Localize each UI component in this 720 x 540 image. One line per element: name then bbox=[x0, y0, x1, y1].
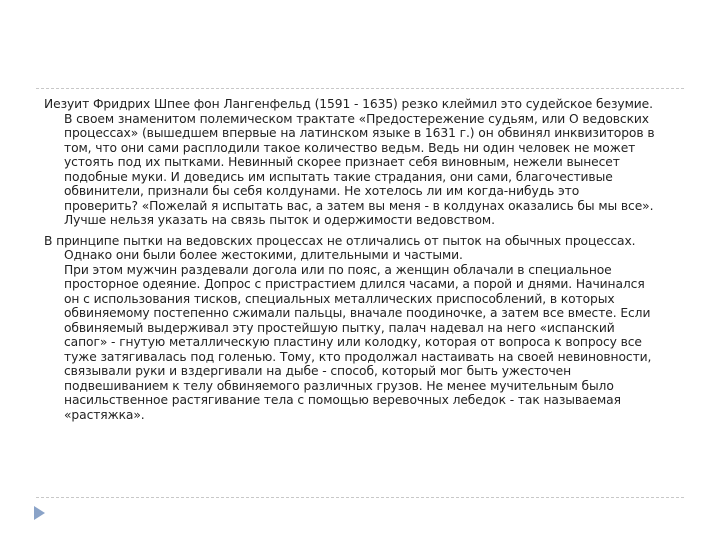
text-line: подвешиванием к телу обвиняемого различных грузов. Не менее мучительным было bbox=[64, 378, 614, 393]
text-line: обвиняемый выдерживал эту простейшую пытку, палач надевал на него «испанский bbox=[64, 320, 615, 335]
paragraph-first-line: В принципе пытки на ведовских процессах не отличались от пыток на обычных процессах. bbox=[44, 233, 636, 248]
slide-text bbox=[44, 97, 692, 428]
paragraph-spee bbox=[44, 97, 692, 228]
text-line: том, что они сами расплодили такое количество ведьм. Ведь ни один человек не может bbox=[64, 140, 636, 155]
triangle-bullet-icon bbox=[34, 506, 45, 520]
text-line: насильственное растягивание тела с помощью веревочных лебедок - так называемая bbox=[64, 393, 621, 407]
text-line: связывали руки и вздергивали на дыбе - способ, который мог быть ужесточен bbox=[64, 364, 572, 378]
paragraph-torture-methods bbox=[44, 234, 692, 423]
text-line: обвиняемому постепенно сжимали пальцы, вначале поодиночке, а затем все вместе. Если bbox=[64, 306, 651, 320]
bottom-divider bbox=[36, 497, 684, 498]
text-line: При этом мужчин раздевали догола или по пояс, а женщин облачали в специальное bbox=[64, 262, 612, 277]
paragraph-body bbox=[44, 248, 692, 422]
paragraph-first-line: Иезуит Фридрих Шпее фон Лангенфельд (1591 - 1635) резко клеймил это судейское безумие. bbox=[44, 97, 653, 111]
text-line: устоять под их пытками. Невинный скорее признает себя виновным, нежели вынесет bbox=[64, 155, 620, 169]
text-line: процессах» (вышедшем впервые на латинском языке в 1631 г.) он обвинял инквизиторов в bbox=[64, 126, 655, 140]
text-line: «растяжка». bbox=[64, 407, 145, 422]
text-line: сапог» - гнутую металлическую пластину или колодку, которая от вопроса к вопросу все bbox=[64, 335, 642, 349]
text-line: проверить? «Пожелай я испытать вас, а затем вы меня - в колдунах оказались бы мы все». bbox=[64, 198, 654, 213]
paragraph-body bbox=[44, 112, 692, 228]
text-line: В своем знаменитом полемическом трактате «Предостережение судьям, или О ведовских bbox=[64, 111, 649, 126]
text-line: Лучше нельзя указать на связь пыток и одержимости ведовством. bbox=[64, 213, 495, 227]
text-line: подобные муки. И доведись им испытать такие страдания, они сами, благочестивые bbox=[64, 169, 613, 184]
top-divider bbox=[36, 88, 684, 89]
text-line: туже затягивалась под голенью. Тому, кто продолжал настаивать на своей невиновности, bbox=[64, 349, 652, 364]
text-line: Однако они были более жестокими, длительными и частыми. bbox=[64, 248, 463, 262]
text-line: он с использования тисков, специальных металлических приспособлений, в которых bbox=[64, 291, 615, 306]
text-line: просторное одеяние. Допрос с пристрастием длился часами, а порой и днями. Начинался bbox=[64, 277, 645, 291]
text-line: обвинители, признали бы себя колдунами. Не хотелось ли им когда-нибудь это bbox=[64, 184, 580, 198]
